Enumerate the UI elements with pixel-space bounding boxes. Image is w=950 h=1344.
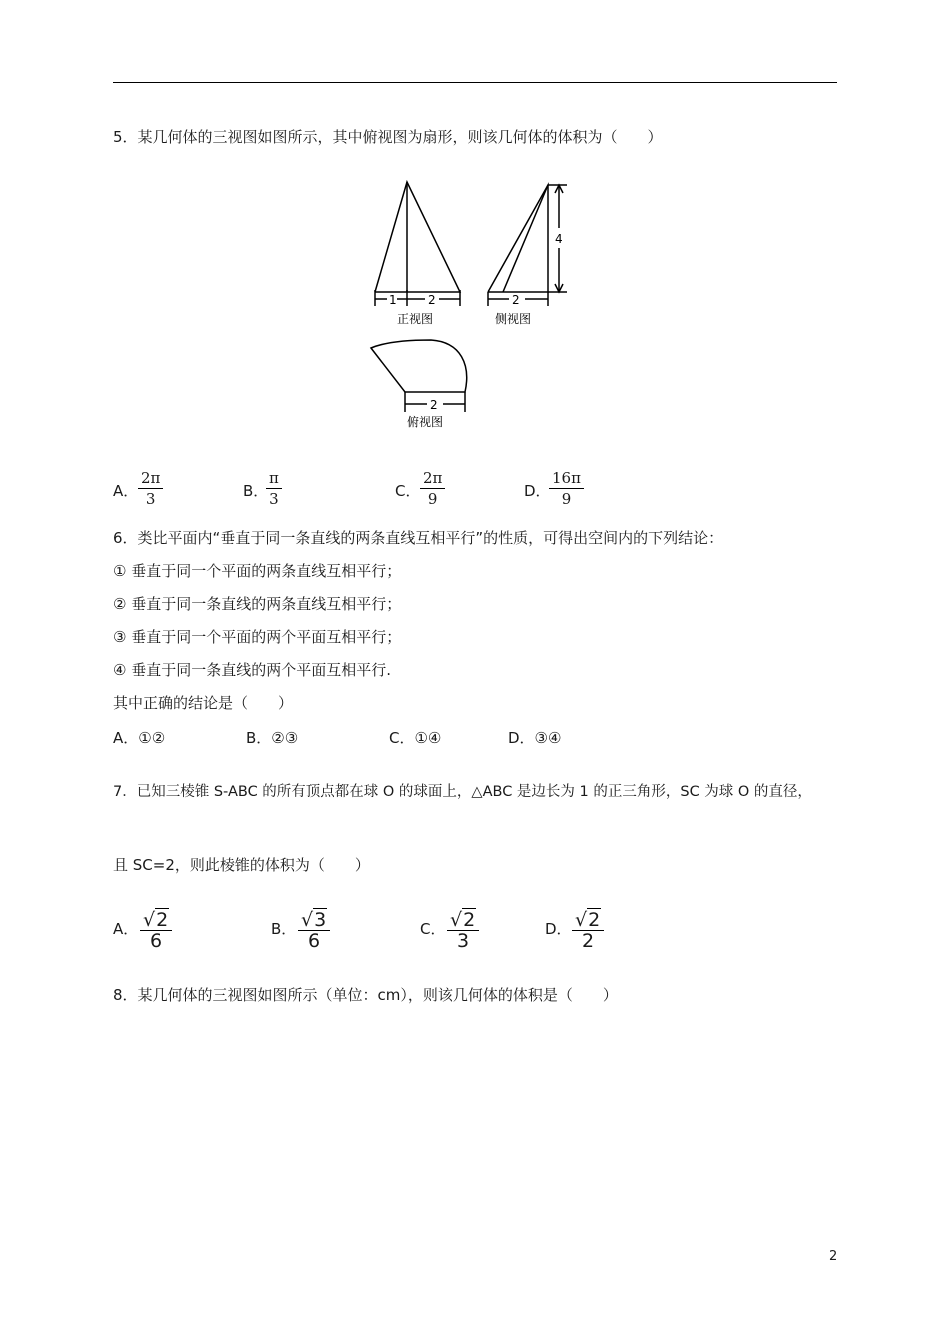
q5-option-d-label: D． [524,482,551,500]
q7-option-a-den: 6 [150,930,163,952]
q8-text: 8．某几何体的三视图如图所示（单位：cm），则该几何体的体积是（ ） [113,986,618,1004]
q5-option-c-den: 9 [427,490,438,508]
q7-option-a-radicand: 2 [156,909,169,931]
q6-item-1: ① 垂直于同一个平面的两条直线互相平行； [113,562,402,580]
q7-text-line2: 且 SC=2，则此棱锥的体积为（ ） [113,856,370,874]
q7-option-a-label: A． [113,920,139,938]
side-view-triangle [488,185,548,292]
header-rule [113,82,837,83]
q5-option-d-fraction [549,468,584,509]
q5-option-b-fraction [266,468,282,509]
q5-option-b-den: 3 [269,490,279,508]
q5-option-a-fraction [138,468,163,509]
q5-option-c-label: C． [395,482,421,500]
q5-option-b-num: π [266,468,282,489]
q7-option-b-radicand: 3 [314,909,327,931]
q7-option-d-label: D． [545,920,572,938]
q7-option-b-label: B． [271,920,297,938]
front-view-triangle [375,182,460,292]
q5-option-c-fraction [420,468,445,509]
side-caption: 侧视图 [495,312,532,326]
q5-option-a-den: 3 [145,490,156,508]
top-view-sector [371,340,467,392]
side-dim-height: 4 [555,232,563,246]
q6-text: 6．类比平面内“垂直于同一条直线的两条直线互相平行”的性质，可得出空间内的下列结论： [113,529,724,547]
front-dim-left: 1 [389,293,397,307]
q6-question: 其中正确的结论是（ ） [113,694,294,712]
q7-option-b-den: 6 [308,930,321,952]
q5-option-b-label: B． [243,482,269,500]
q7-text-line1: 7．已知三棱锥 S-ABC 的所有顶点都在球 O 的球面上，△ABC 是边长为 1 的正三角形，SC 为球 O 的直径， [113,784,812,800]
q6-option-c: C．①④ [389,729,442,747]
q5-option-d-den: 9 [561,490,572,508]
side-dim-bottom: 2 [512,293,520,307]
q7-option-c-radicand: 2 [463,909,476,931]
q7-option-c-den: 3 [457,930,470,952]
q5-option-c-num: 2π [420,468,445,489]
q7-option-d-fraction: $\frac{√2}{2}$ [572,910,604,951]
q6-option-b: B．②③ [246,729,299,747]
q5-option-a-label: A． [113,482,139,500]
q5-text: 5．某几何体的三视图如图所示，其中俯视图为扇形，则该几何体的体积为（ ） [113,128,663,146]
q6-item-4: ④ 垂直于同一条直线的两个平面互相平行. [113,661,391,679]
q5-option-d-num: 16π [549,468,584,489]
q7-option-d-radicand: 2 [588,909,601,931]
front-caption: 正视图 [397,312,434,326]
q6-option-a: A．①② [113,729,166,747]
page-number: 2 [829,1249,838,1264]
q7-option-a-fraction: $\frac{√2}{6}$ [140,910,172,951]
q7-option-c-fraction: $\frac{√2}{3}$ [447,910,479,951]
q7-option-c-label: C． [420,920,446,938]
q6-item-2: ② 垂直于同一条直线的两条直线互相平行； [113,595,402,613]
q6-item-3: ③ 垂直于同一个平面的两个平面互相平行； [113,628,402,646]
top-dim-bottom: 2 [430,398,438,412]
q7-option-d-den: 2 [582,930,595,952]
q6-option-d: D．③④ [508,729,562,747]
q7-option-b-fraction: $\frac{√3}{6}$ [298,910,330,951]
q5-option-a-num: 2π [138,468,163,489]
top-caption: 俯视图 [407,415,444,429]
q5-three-view-figure [345,160,605,435]
front-dim-right: 2 [428,293,436,307]
